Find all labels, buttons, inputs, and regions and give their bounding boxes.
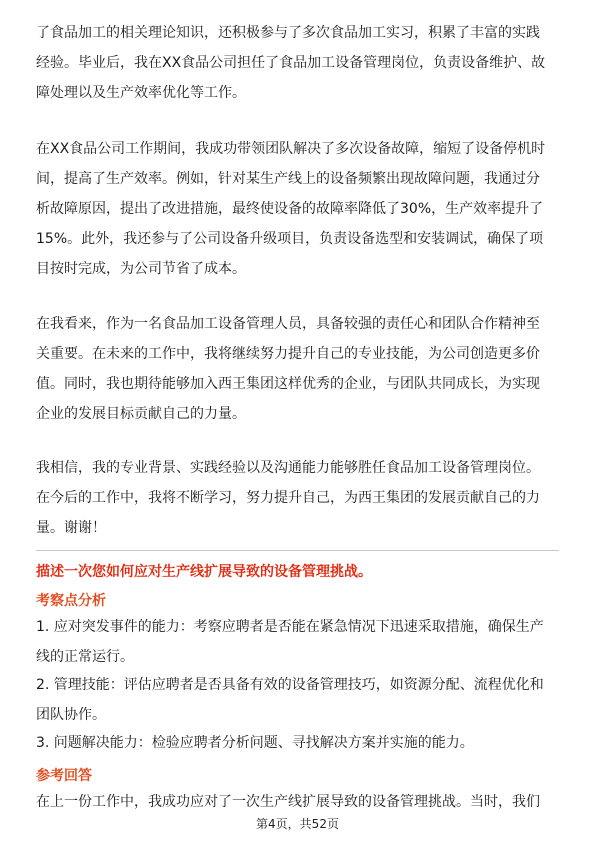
paragraph-line: 量。谢谢！ [36, 520, 106, 536]
paragraph-line: 了食品加工的相关理论知识，还积极参与了多次食品加工实习，积累了丰富的实践 [36, 25, 540, 41]
paragraph-line: 经验。毕业后，我在XX食品公司担任了食品加工设备管理岗位，负责设备维护、故 [36, 55, 546, 71]
paragraph-line: 在今后的工作中，我将不断学习，努力提升自己，为西王集团的发展贡献自己的力 [36, 490, 540, 506]
section-divider-top [36, 550, 559, 551]
point-line: 2. 管理技能：评估应聘者是否具备有效的设备管理技巧，如资源分配、流程优化和 [36, 677, 544, 693]
paragraph-line: 企业的发展目标贡献自己的力量。 [36, 406, 246, 422]
paragraph-line: 关重要。在未来的工作中，我将继续努力提升自己的专业技能，为公司创造更多价 [36, 346, 540, 362]
paragraph-line: 间，提高了生产效率。例如，针对某生产线上的设备频繁出现故障问题，我通过分 [36, 171, 540, 187]
paragraph-line: 在我看来，作为一名食品加工设备管理人员，具备较强的责任心和团队合作精神至 [36, 316, 540, 332]
paragraph-line: 值。同时，我也期待能够加入西王集团这样优秀的企业，与团队共同成长，为实现 [36, 376, 540, 392]
paragraph-line: 15%。此外，我还参与了公司设备升级项目，负责设备选型和安装调试，确保了项 [36, 231, 544, 247]
page-number: 第4页，共52页 [256, 817, 339, 831]
answer-heading: 参考回答 [36, 768, 92, 784]
paragraph-line: 目按时完成，为公司节省了成本。 [36, 261, 246, 277]
question-title: 描述一次您如何应对生产线扩展导致的设备管理挑战。 [36, 564, 372, 580]
point-line: 团队协作。 [36, 707, 106, 723]
point-line: 1. 应对突发事件的能力：考察应聘者是否能在紧急情况下迅速采取措施，确保生产 [36, 619, 544, 635]
paragraph-line: 在XX食品公司工作期间，我成功带领团队解决了多次设备故障，缩短了设备停机时 [36, 141, 546, 157]
point-line: 3. 问题解决能力：检验应聘者分析问题、寻找解决方案并实施的能力。 [36, 735, 474, 751]
answer-line: 在上一份工作中，我成功应对了一次生产线扩展导致的设备管理挑战。当时，我们 [36, 794, 540, 810]
paragraph-line: 障处理以及生产效率优化等工作。 [36, 85, 246, 101]
paragraph-line: 我相信，我的专业背景、实践经验以及沟通能力能够胜任食品加工设备管理岗位。 [36, 460, 540, 476]
point-line: 线的正常运行。 [36, 649, 134, 665]
analysis-heading: 考察点分析 [36, 593, 106, 609]
paragraph-line: 析故障原因，提出了改进措施，最终使设备的故障率降低了30%，生产效率提升了 [36, 201, 544, 217]
